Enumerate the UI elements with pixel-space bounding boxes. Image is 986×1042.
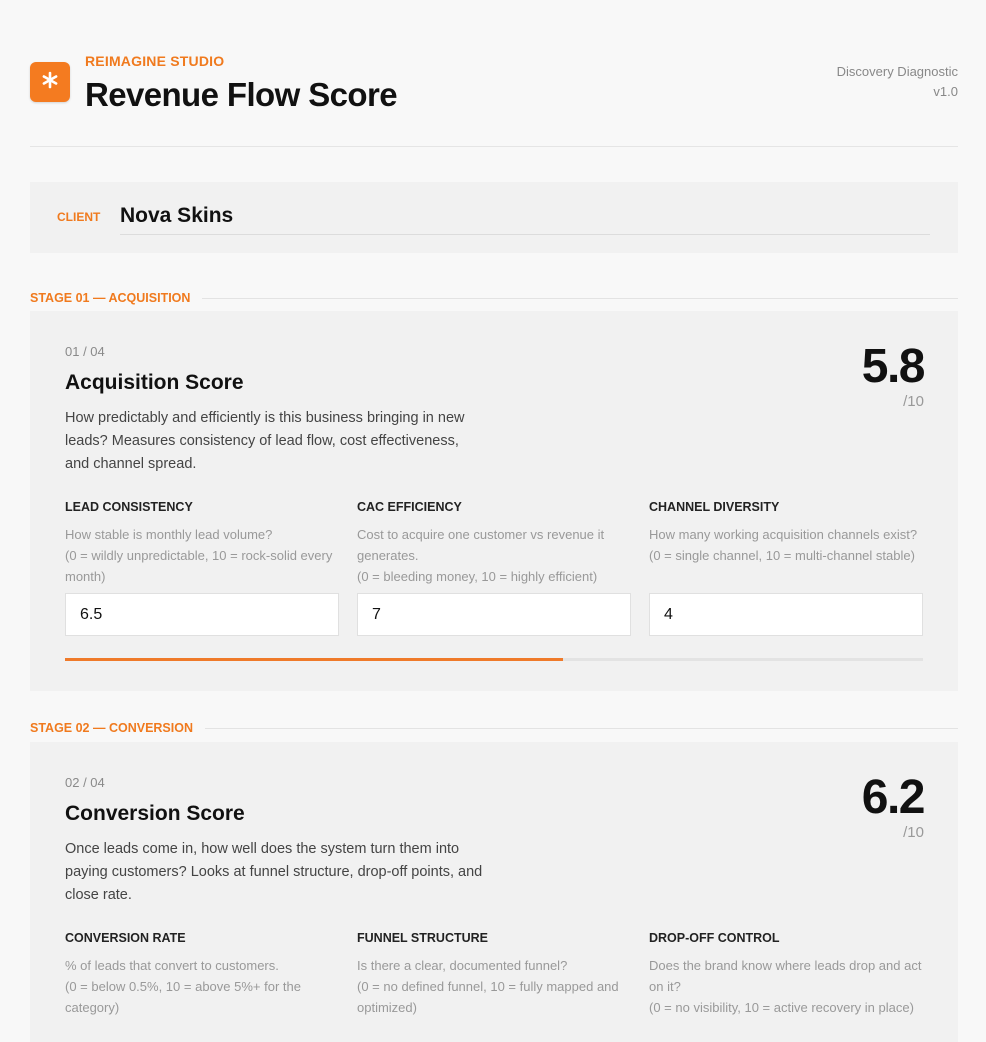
logo xyxy=(30,62,70,102)
card-title: Acquisition Score xyxy=(65,371,244,394)
metric-conversion-rate xyxy=(65,931,339,1018)
metric-label: CAC EFFICIENCY xyxy=(357,500,462,514)
app-header xyxy=(30,50,958,120)
metric-label: DROP-OFF CONTROL xyxy=(649,931,780,945)
score-max: /10 xyxy=(903,824,924,841)
metric-label: FUNNEL STRUCTURE xyxy=(357,931,489,945)
stage-counter: 01 / 04 xyxy=(65,344,105,359)
diagnostic-name: Discovery Diagnostic xyxy=(836,64,958,79)
score-value: 6.2 xyxy=(861,771,924,824)
metric-help xyxy=(649,524,923,566)
stage-label: STAGE 01 — ACQUISITION xyxy=(30,291,191,305)
metric-help-scale: (0 = no defined funnel, 10 = fully mapped and optimized) xyxy=(357,979,619,1015)
version-info xyxy=(837,62,958,102)
lead-consistency-input[interactable]: 6.5 xyxy=(65,593,339,636)
metric-help-question: How many working acquisition channels exist? xyxy=(649,527,918,542)
metric-help-question: How stable is monthly lead volume? xyxy=(65,527,273,542)
score-max: /10 xyxy=(903,393,924,410)
metric-help xyxy=(357,955,631,1018)
metric-help-question: % of leads that convert to customers. xyxy=(65,958,279,973)
card-description: Once leads come in, how well does the system turn them into paying customers? Looks at funnel structure, drop-off points, and close rate. xyxy=(65,841,483,903)
metric-label: LEAD CONSISTENCY xyxy=(65,500,193,514)
metric-help-question: Is there a clear, documented funnel? xyxy=(357,958,568,973)
metric-help xyxy=(65,955,339,1018)
metric-label: CONVERSION RATE xyxy=(65,931,186,945)
channel-diversity-input[interactable]: 4 xyxy=(649,593,923,636)
asterisk-icon xyxy=(41,71,59,94)
score-display xyxy=(862,341,924,410)
acquisition-card xyxy=(30,311,958,691)
card-description: How predictably and efficiently is this business bringing in new leads? Measures consistency of lead flow, cost effectiveness, and channel spread. xyxy=(65,410,465,472)
metric-help-scale: (0 = no visibility, 10 = active recovery in place) xyxy=(649,1000,914,1015)
metric-lead-consistency xyxy=(65,500,339,587)
score-value: 5.8 xyxy=(861,340,924,393)
metric-help xyxy=(357,524,631,587)
client-name-input[interactable]: Nova Skins xyxy=(120,204,234,227)
client-input-underline xyxy=(120,234,930,235)
page-title: Revenue Flow Score xyxy=(85,76,397,113)
client-card xyxy=(30,182,958,253)
stage-divider xyxy=(205,728,958,729)
metric-funnel-structure xyxy=(357,931,631,1018)
stage-divider xyxy=(202,298,958,299)
stage-label: STAGE 02 — CONVERSION xyxy=(30,721,193,735)
metric-help xyxy=(65,524,339,587)
conversion-card xyxy=(30,742,958,1042)
version-label: v1.0 xyxy=(933,84,958,99)
metric-help-question: Does the brand know where leads drop and act on it? xyxy=(649,958,922,994)
metric-channel-diversity xyxy=(649,500,923,566)
metric-help xyxy=(649,955,923,1018)
header-divider xyxy=(30,146,958,147)
metric-help-question: Cost to acquire one customer vs revenue it generates. xyxy=(357,527,605,563)
metric-help-scale: (0 = below 0.5%, 10 = above 5%+ for the category) xyxy=(65,979,301,1015)
card-title: Conversion Score xyxy=(65,802,245,825)
client-label: CLIENT xyxy=(57,210,101,224)
score-display xyxy=(862,772,924,841)
score-progress-bar xyxy=(65,658,923,661)
stage-heading-conversion xyxy=(30,720,958,736)
metric-help-scale: (0 = bleeding money, 10 = highly efficient) xyxy=(357,569,598,584)
metric-cac-efficiency xyxy=(357,500,631,587)
metric-help-scale: (0 = single channel, 10 = multi-channel stable) xyxy=(649,548,915,563)
stage-heading-acquisition xyxy=(30,290,958,306)
stage-counter: 02 / 04 xyxy=(65,775,105,790)
metric-help-scale: (0 = wildly unpredictable, 10 = rock-solid every month) xyxy=(65,548,333,584)
brand-name: REIMAGINE STUDIO xyxy=(85,53,225,69)
cac-efficiency-input[interactable]: 7 xyxy=(357,593,631,636)
score-progress-fill xyxy=(65,658,563,661)
metric-drop-off-control xyxy=(649,931,923,1018)
metric-label: CHANNEL DIVERSITY xyxy=(649,500,780,514)
